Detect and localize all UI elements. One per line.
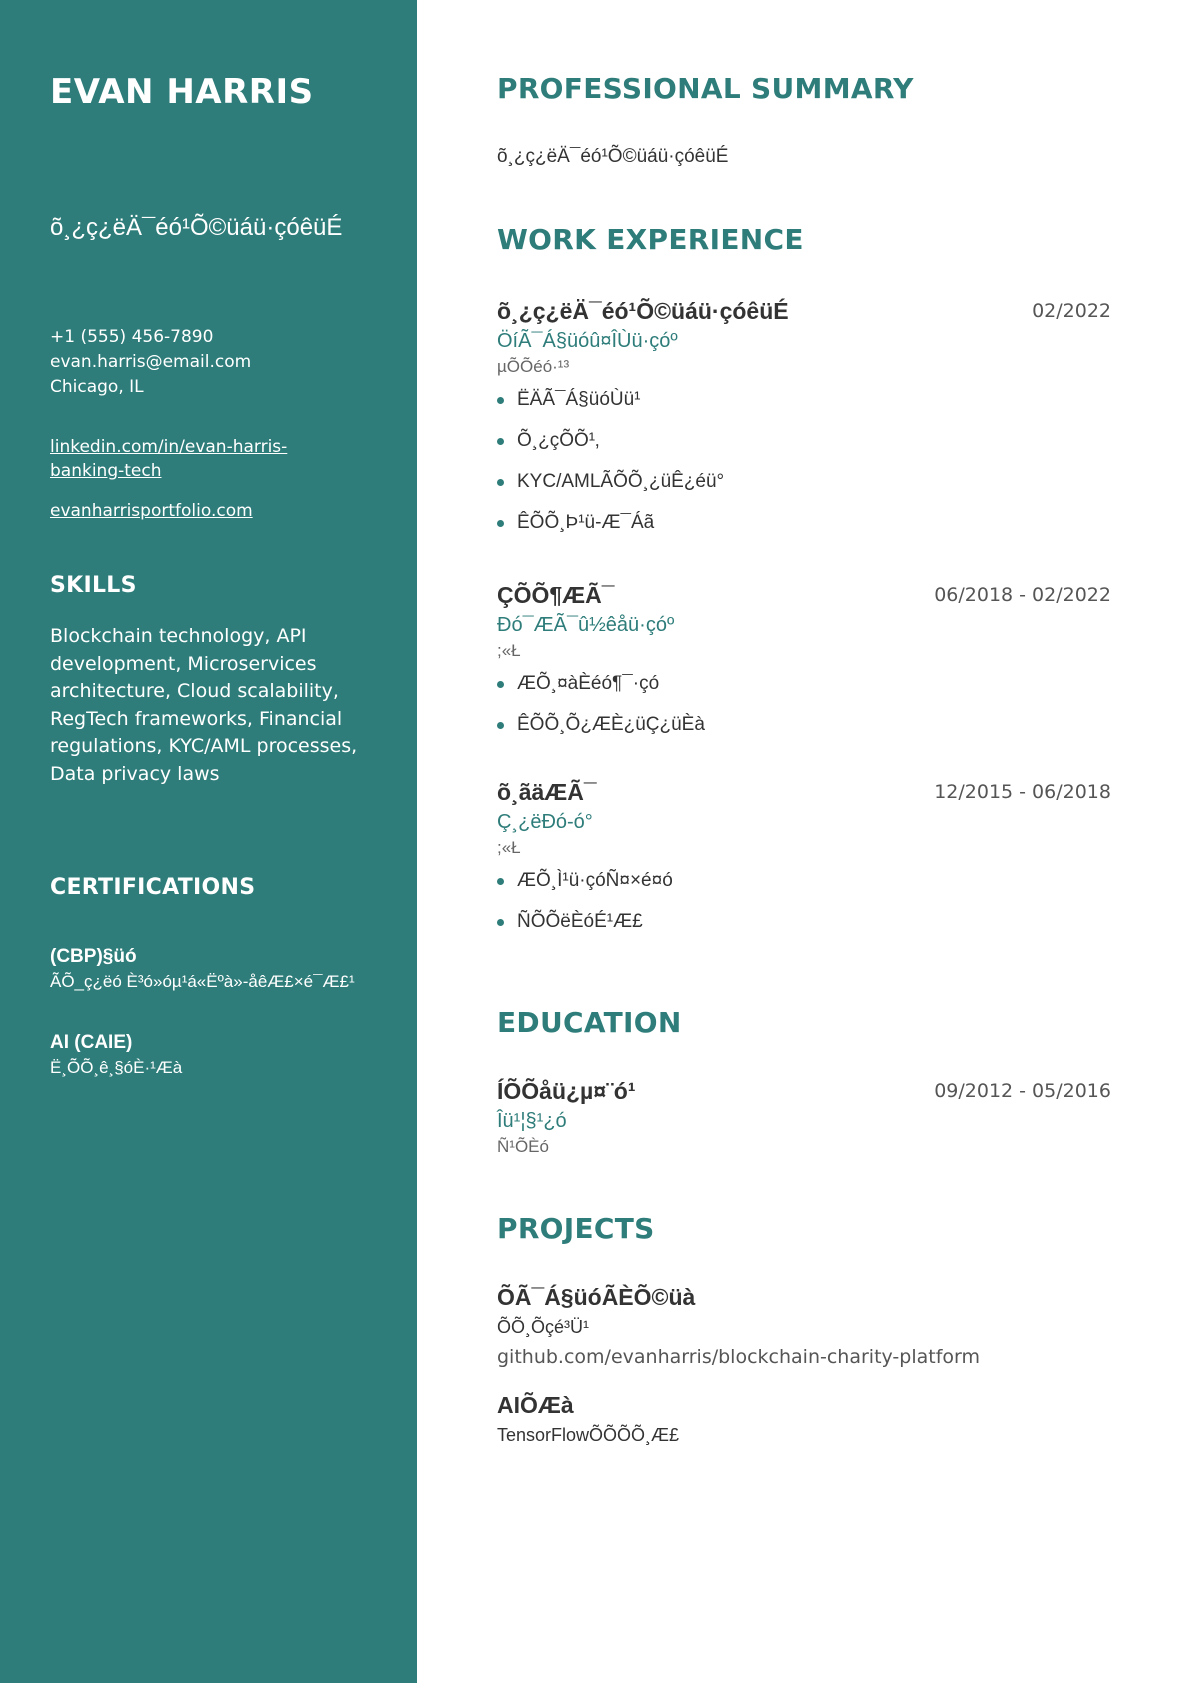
job-company: Ç¸¿ëÐó-ó° — [497, 811, 593, 833]
job-bullets — [497, 389, 1111, 534]
certification-org: ÃÕ_ç¿ëó È³ó»óµ¹á«Ëºà»-åêÆ£×é¯Æ£¹ — [50, 972, 355, 991]
job-entry — [497, 582, 1111, 755]
school-name: Îü¹¦§¹¿ó — [497, 1110, 567, 1132]
job-date: 06/2018 - 02/2022 — [934, 584, 1111, 606]
certification-name: AI (CAIE) — [50, 1032, 133, 1053]
job-date: 02/2022 — [1032, 300, 1111, 322]
bullet-dot-icon — [497, 397, 504, 404]
bullet-dot-icon — [497, 520, 504, 527]
portfolio-link[interactable]: evanharrisportfolio.com — [50, 501, 253, 521]
project-link[interactable]: github.com/evanharris/blockchain-charity-platform — [497, 1346, 981, 1368]
project-description: TensorFlowÕÕÕÕ¸Æ£ — [497, 1425, 680, 1445]
job-entry — [497, 298, 1111, 553]
candidate-role: õ¸¿ç¿ëÄ¯éó¹Õ©üáü·çóêüÉ — [50, 214, 343, 241]
bullet-dot-icon — [497, 479, 504, 486]
education-heading: EDUCATION — [497, 1006, 682, 1039]
job-company: ÖíÃ¯Á§üóû¤ÎÙü·çóº — [497, 330, 678, 352]
linkedin-link[interactable]: linkedin.com/in/evan-harris-banking-tech — [50, 437, 288, 481]
bullet-item: Õ¸¿çÕÕ¹‚ — [497, 430, 1111, 452]
job-company: Ðó¯ÆÃ¯û½êåü·çóº — [497, 614, 675, 636]
certification-name: (CBP)§üó — [50, 946, 137, 967]
school-location: Ñ¹ÕÈó — [497, 1137, 549, 1156]
phone-number: +1 (555) 456-7890 — [50, 327, 214, 347]
candidate-name: EVAN HARRIS — [50, 72, 314, 112]
contact-info — [50, 325, 251, 400]
job-title: õ¸¿ç¿ëÄ¯éó¹Õ©üáü·çóêüÉ — [497, 298, 789, 324]
project-name: AIÕÆà — [497, 1392, 574, 1418]
education-entry — [497, 1078, 1111, 1157]
bullet-item: KYC/AMLÃÕÕ¸¿üÊ¿éü° — [497, 471, 1111, 493]
certification-item — [50, 946, 355, 992]
bullet-item: ËÄÃ¯Á§üóÙü¹ — [497, 389, 1111, 411]
bullet-dot-icon — [497, 919, 504, 926]
degree-title: ÍÕÕåü¿µ¤¨ó¹ — [497, 1078, 636, 1104]
job-title: õ¸ãäÆÃ¯ — [497, 779, 597, 805]
experience-heading: WORK EXPERIENCE — [497, 223, 804, 256]
certifications-heading: CERTIFICATIONS — [50, 875, 256, 900]
job-bullets — [497, 673, 1111, 736]
bullet-item: ÆÕ¸¤àÈéó¶¯·çó — [497, 673, 1111, 695]
skills-heading: SKILLS — [50, 573, 137, 598]
job-title: ÇÕÕ¶ÆÃ¯ — [497, 582, 615, 608]
bullet-dot-icon — [497, 722, 504, 729]
bullet-dot-icon — [497, 878, 504, 885]
project-name: ÕÃ¯Á§üóÃÈÕ©üà — [497, 1284, 696, 1310]
summary-heading: PROFESSIONAL SUMMARY — [497, 72, 914, 105]
bullet-item: ÆÕ¸Ì¹ü·çóÑ¤×é¤ó — [497, 870, 1111, 892]
email-address: evan.harris@email.com — [50, 352, 252, 372]
job-location: ;«Ł — [497, 838, 521, 857]
summary-text: õ¸¿ç¿ëÄ¯éó¹Õ©üáü·çóêüÉ — [497, 146, 729, 167]
sidebar — [0, 0, 417, 1683]
job-date: 12/2015 - 06/2018 — [934, 781, 1111, 803]
job-entry — [497, 779, 1111, 952]
certification-org: Ë¸ÕÕ¸ê¸§óÈ·¹Æà — [50, 1058, 183, 1077]
profile-links — [50, 435, 350, 523]
job-location: µÕÕéó·¹³ — [497, 357, 570, 376]
job-bullets — [497, 870, 1111, 933]
location-text: Chicago, IL — [50, 377, 144, 397]
bullet-item: ÊÕÕ¸Þ¹ü-Æ¯Áã — [497, 512, 1111, 534]
bullet-dot-icon — [497, 681, 504, 688]
job-location: ;«Ł — [497, 641, 521, 660]
project-entry — [497, 1284, 1111, 1368]
bullet-item: ÑÕÕëÈóÉ¹Æ£ — [497, 911, 1111, 933]
bullet-dot-icon — [497, 438, 504, 445]
certification-item — [50, 1032, 182, 1078]
projects-heading: PROJECTS — [497, 1212, 655, 1245]
project-entry — [497, 1392, 1111, 1446]
education-date: 09/2012 - 05/2016 — [934, 1080, 1111, 1102]
skills-list: Blockchain technology, API development, Microservices architecture, Cloud scalability, RegTech frameworks, Financial regulations, KYC/AML processes, Data privacy laws — [50, 625, 358, 785]
project-description: ÕÕ¸Õçé³Ü¹ — [497, 1317, 589, 1337]
bullet-item: ÊÕÕ¸Õ¿ÆÈ¿üÇ¿üÈà — [497, 714, 1111, 736]
